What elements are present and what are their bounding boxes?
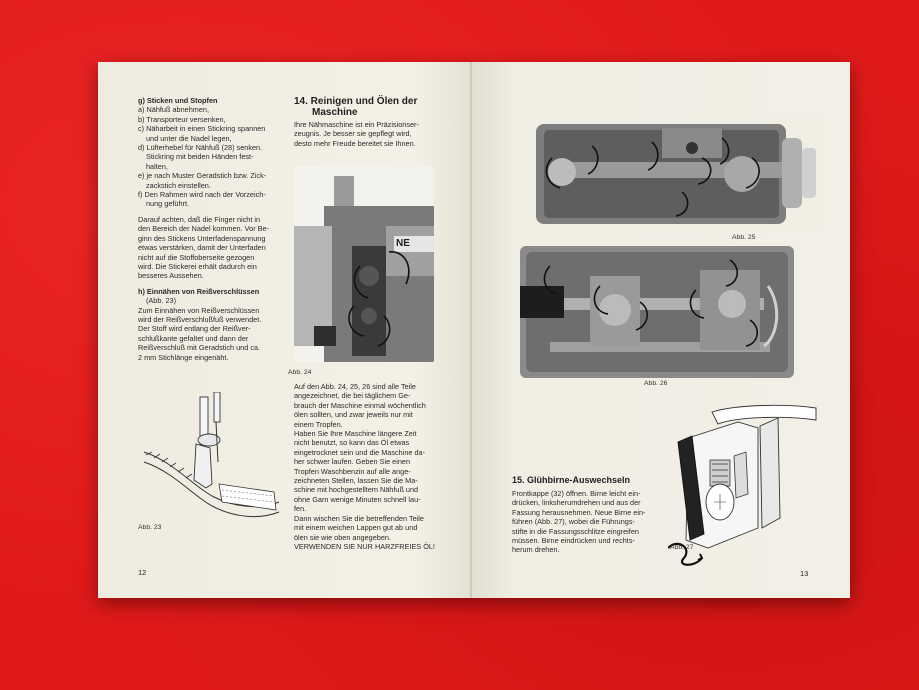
section-g-item: halten, xyxy=(146,161,168,171)
section-14-body-line: ölen sollten, und zwar jeweils nur mit xyxy=(294,410,413,420)
abb26-machine-photo xyxy=(520,246,794,378)
section-h-para-line: wird der Reißverschlußfuß verwendet. xyxy=(138,314,262,324)
section-14-heading-line2: Maschine xyxy=(312,107,358,118)
section-14-body-line: brauch der Maschine einmal wöchentlich xyxy=(294,400,426,410)
abb27-caption: Abb. 27 xyxy=(670,544,694,551)
section-g-para-line: nicht auf die Stoffoberseite gezogen xyxy=(138,252,255,262)
section-g-item: a) Nähfuß abnehmen, xyxy=(138,105,209,115)
section-g-para-line: etwas verstärken, damit der Unterfaden xyxy=(138,243,266,253)
section-14-body-line: einem Tropfen. xyxy=(294,419,343,429)
section-15-body-line: drücken, linksherumdrehen und aus der xyxy=(512,498,641,508)
section-15-body xyxy=(512,489,654,555)
section-14-heading-line1: 14. Reinigen und Ölen der xyxy=(294,96,418,107)
section-14-body-line: nicht benutzt, so kann das Öl etwas xyxy=(294,438,410,448)
section-14-intro-line: desto mehr Freude bereitet sie Ihnen. xyxy=(294,138,416,148)
section-14-body-line: ohne Garn wenige Minuten schnell lau- xyxy=(294,494,421,504)
section-14-heading xyxy=(294,96,417,118)
left-page xyxy=(98,62,472,598)
section-14-body-line: Auf den Abb. 24, 25, 26 sind alle Teile xyxy=(294,382,416,391)
section-14-body-line: fen. xyxy=(294,504,307,514)
section-g xyxy=(138,96,272,362)
section-h-para-line: Zum Einnähen von Reißverschlüssen xyxy=(138,305,260,315)
section-15-body-line: Frontkappe (32) öffnen. Birne leicht ein- xyxy=(512,489,641,498)
section-g-para-line: den Bereich der Nadel kommen. Vor Be- xyxy=(138,224,270,234)
section-14-body-line: Dann wischen Sie die betreffenden Teile xyxy=(294,513,424,523)
section-g-item: c) Näharbeit in einen Stickring spannen xyxy=(138,124,266,134)
section-15-body-line: müssen. Birne eindrücken und rechts- xyxy=(512,536,635,546)
page-number-right: 13 xyxy=(800,569,809,578)
section-g-para-line: ginn des Stickens Unterfadenspannung xyxy=(138,233,266,243)
section-14-intro-line: Ihre Nähmaschine ist ein Präzisionser- xyxy=(294,120,419,129)
section-h-para-line: Reißverschluß mit Geradstich und ca. xyxy=(138,343,261,353)
section-g-item: d) Lüfterhebel für Nähfuß (28) senken. xyxy=(138,143,263,153)
section-14-body-line: mit einem weichen Lappen gut ab und xyxy=(294,523,418,533)
section-h-heading: h) Einnähen von Reißverschlüssen xyxy=(138,286,260,296)
machine-brand-label: NE xyxy=(396,238,410,249)
section-g-item: und unter die Nadel legen, xyxy=(146,133,232,143)
section-h-para-line: schlußkante gefaltet und dann der xyxy=(138,333,249,343)
open-manual-booklet xyxy=(98,62,850,598)
section-15-body-line: stifte in die Fassungsschlitze eingreifen xyxy=(512,526,639,536)
section-14-intro-line: zeugnis. Je besser sie gepflegt wird, xyxy=(294,129,412,139)
section-15-body-line: herum drehen. xyxy=(512,545,560,555)
page-number-left: 12 xyxy=(138,568,147,577)
abb23-caption: Abb. 23 xyxy=(138,524,162,531)
abb25-machine-photo xyxy=(532,118,822,230)
abb24-machine-photo xyxy=(294,166,434,362)
right-page xyxy=(472,62,850,598)
section-g-item: zackstich einstellen. xyxy=(146,180,211,190)
section-g-para-line: Darauf achten, daß die Finger nicht in xyxy=(138,214,261,224)
section-14-body-line: schine mit hochgestelltem Nähfuß und xyxy=(294,485,419,495)
section-14-body-line: zeichneten Stellen, lassen Sie die Ma- xyxy=(294,476,418,486)
section-14-body-line: her schwer laufen. Geben Sie einen xyxy=(294,457,411,467)
zipper-foot-illustration xyxy=(134,392,284,532)
section-g-para-line: besseres Aussehen. xyxy=(138,271,204,281)
section-14-body-line: Haben Sie Ihre Maschine längere Zeit xyxy=(294,429,417,439)
abb25-caption: Abb. 25 xyxy=(732,234,756,241)
section-g-heading: g) Sticken und Stopfen xyxy=(138,96,218,105)
section-h-sub: (Abb. 23) xyxy=(146,296,177,306)
section-14-body-line: angezeichnet, die bei täglichem Ge- xyxy=(294,391,411,401)
section-g-para-line: wird. Die Stickerei erhält dadurch ein xyxy=(138,261,257,271)
section-h-para-line: Der Stoff wird entlang der Reißver- xyxy=(138,324,251,334)
section-g-item: f) Den Rahmen wird nach der Vorzeich- xyxy=(138,190,266,200)
section-15-heading: 15. Glühbirne-Auswechseln xyxy=(512,475,631,485)
section-g-item: Stickring mit beiden Händen fest- xyxy=(146,152,254,162)
section-h-para-line: 2 mm Stichlänge eingenäht. xyxy=(138,352,229,362)
section-14-body xyxy=(294,382,440,551)
abb24-caption: Abb. 24 xyxy=(288,369,312,376)
section-14-body-line: eingetrocknet sein und die Maschine da- xyxy=(294,447,426,457)
section-14-warning: VERWENDEN SIE NUR HARZFREIES ÖL! xyxy=(294,541,435,551)
abb26-caption: Abb. 26 xyxy=(644,380,668,387)
section-g-item: e) je nach Muster Geradstich bzw. Zick- xyxy=(138,171,267,181)
light-bulb-illustration xyxy=(668,398,818,568)
section-14-body-line: Tropfen Waschbenzin auf alle ange- xyxy=(294,466,411,476)
section-15-body-line: führen (Abb. 27), wobei die Führungs- xyxy=(512,517,635,527)
section-15-body-line: Fassung herausnehmen. Neue Birne ein- xyxy=(512,507,646,517)
section-14-body-line: ölen sie wie oben angegeben. xyxy=(294,532,391,542)
section-g-item: nung geführt. xyxy=(146,199,190,209)
section-14-intro xyxy=(294,120,440,148)
section-g-item: b) Transporteur versenken, xyxy=(138,114,226,124)
